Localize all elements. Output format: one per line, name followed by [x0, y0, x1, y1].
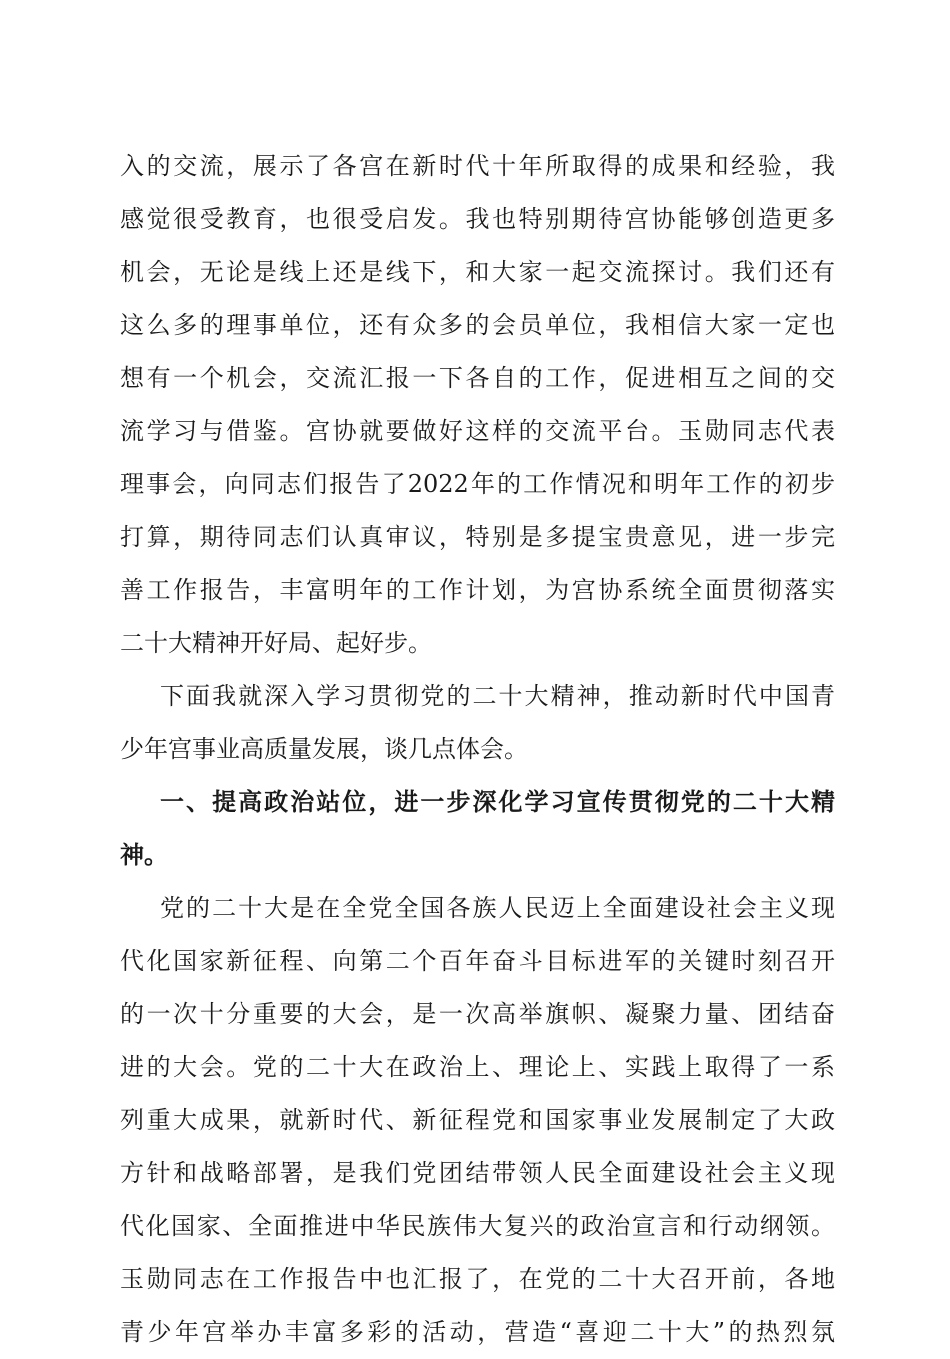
text-line: 的一次十分重要的大会，是一次高举旗帜、凝聚力量、团结奋 — [120, 1000, 835, 1028]
section-heading-line: 一、提高政治站位，进一步深化学习宣传贯彻党的二十大精 — [160, 788, 835, 816]
text-line: 少年宫事业高质量发展，谈几点体会。 — [120, 735, 528, 763]
paragraph-start-line: 党的二十大是在全党全国各族人民迈上全面建设社会主义现 — [160, 894, 835, 922]
text-line: 代化国家、全面推进中华民族伟大复兴的政治宣言和行动纲领。 — [120, 1212, 835, 1240]
text-line: 机会，无论是线上还是线下，和大家一起交流探讨。我们还有 — [120, 258, 835, 286]
text-line: 玉勋同志在工作报告中也汇报了，在党的二十大召开前，各地 — [120, 1265, 835, 1293]
text-line: 方针和战略部署，是我们党团结带领人民全面建设社会主义现 — [120, 1159, 835, 1187]
text-line: 理事会，向同志们报告了2022年的工作情况和明年工作的初步 — [120, 470, 835, 498]
document-body — [120, 140, 835, 1359]
section-heading-line: 神。 — [120, 841, 168, 869]
text-line: 善工作报告，丰富明年的工作计划，为宫协系统全面贯彻落实 — [120, 576, 835, 604]
paragraph-start-line: 下面我就深入学习贯彻党的二十大精神，推动新时代中国青 — [160, 682, 835, 710]
text-line: 打算，期待同志们认真审议，特别是多提宝贵意见，进一步完 — [120, 523, 835, 551]
text-line: 代化国家新征程、向第二个百年奋斗目标进军的关键时刻召开 — [120, 947, 835, 975]
text-line: 青少年宫举办丰富多彩的活动，营造“喜迎二十大”的热烈氛 — [120, 1318, 835, 1346]
text-line: 这么多的理事单位，还有众多的会员单位，我相信大家一定也 — [120, 311, 835, 339]
text-line: 入的交流，展示了各宫在新时代十年所取得的成果和经验，我 — [120, 152, 835, 180]
text-line: 想有一个机会，交流汇报一下各自的工作，促进相互之间的交 — [120, 364, 835, 392]
text-line: 列重大成果，就新时代、新征程党和国家事业发展制定了大政 — [120, 1106, 835, 1134]
text-line: 二十大精神开好局、起好步。 — [120, 629, 432, 657]
text-line: 进的大会。党的二十大在政治上、理论上、实践上取得了一系 — [120, 1053, 835, 1081]
text-line: 流学习与借鉴。宫协就要做好这样的交流平台。玉勋同志代表 — [120, 417, 835, 445]
text-line: 感觉很受教育，也很受启发。我也特别期待宫协能够创造更多 — [120, 205, 835, 233]
